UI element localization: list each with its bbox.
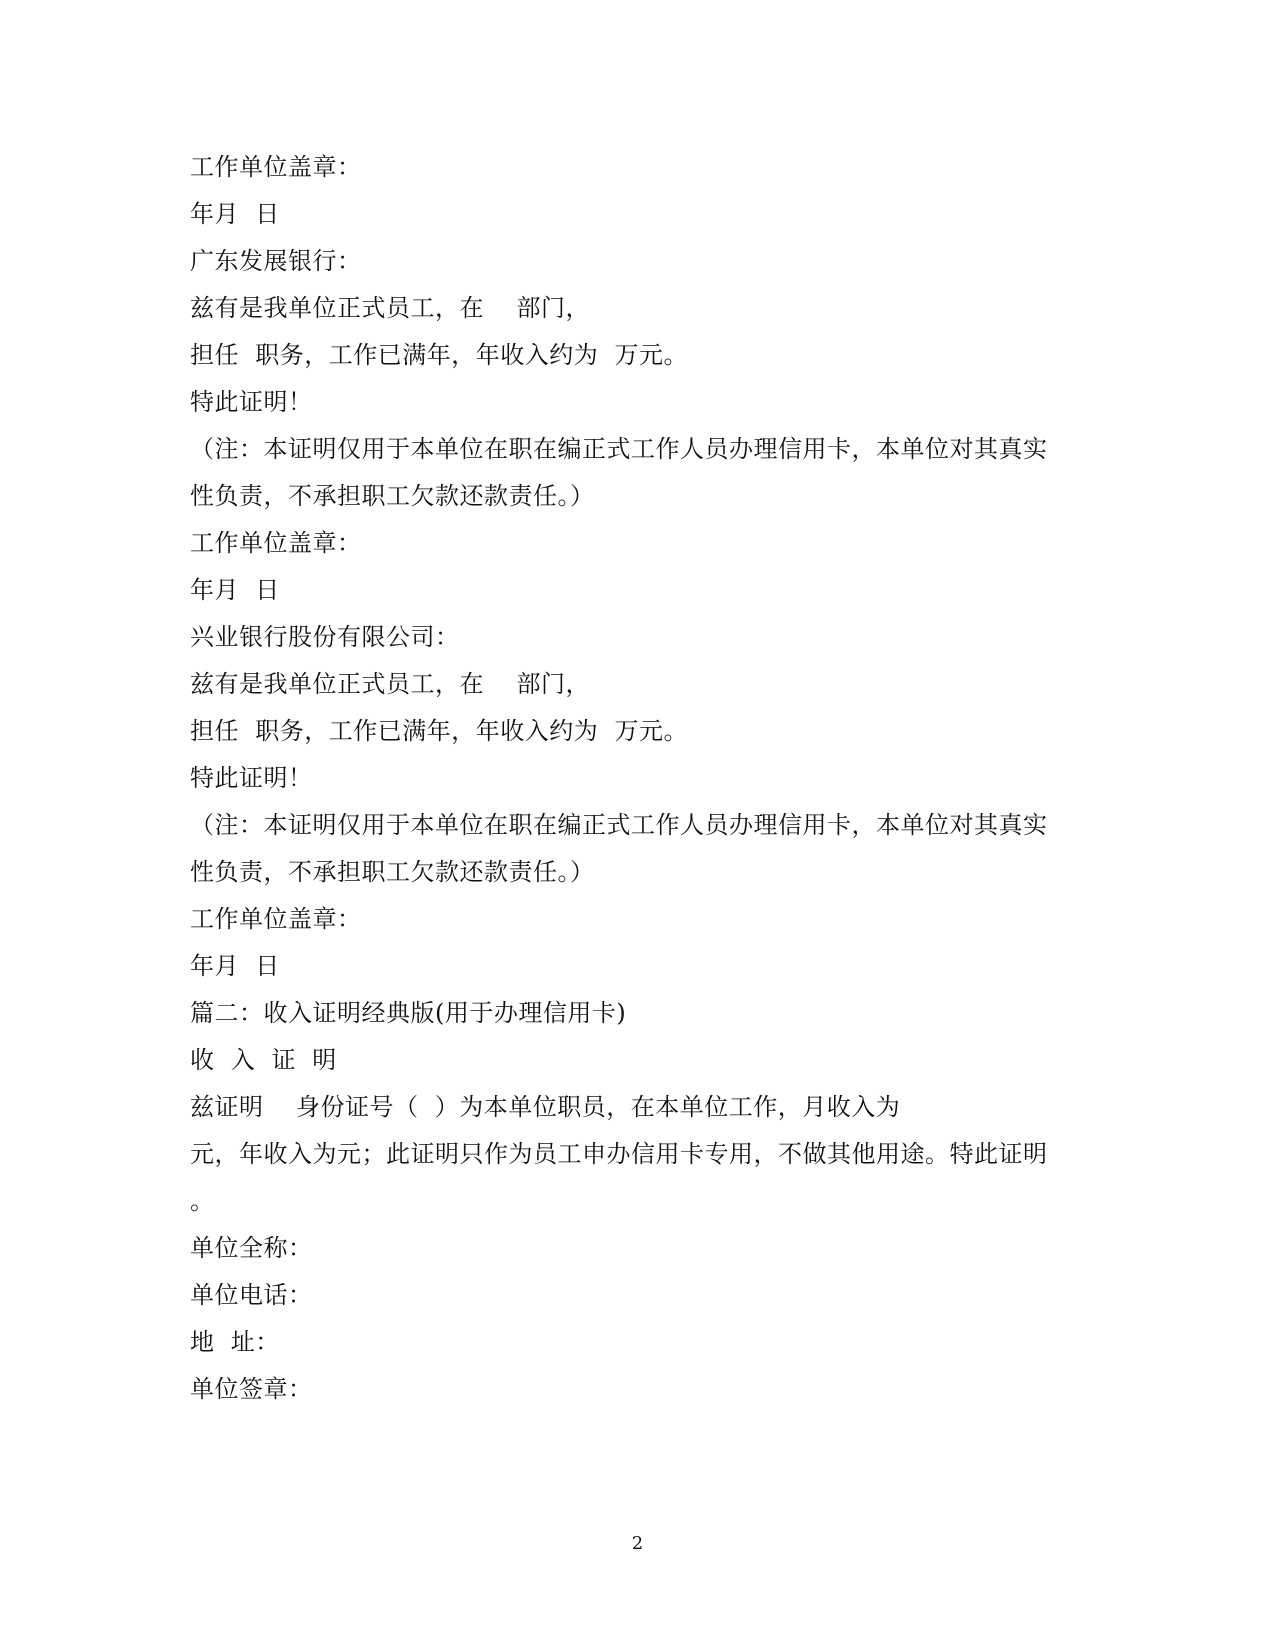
text-line: 特此证明！ (190, 764, 313, 792)
text-line: 工作单位盖章： (190, 529, 362, 557)
text-line: 元，年收入为元；此证明只作为员工申办信用卡专用，不做其他用途。特此证明 (190, 1140, 1048, 1168)
text-line: 兹有是我单位正式员工，在 部门， (190, 670, 591, 698)
page-number: 2 (631, 1533, 644, 1554)
text-line: 担任 职务，工作已满年，年收入约为 万元。 (190, 717, 689, 745)
text-line: 兹有是我单位正式员工，在 部门， (190, 294, 591, 322)
text-line: 兹证明 身份证号（ ）为本单位职员，在本单位工作，月收入为 (190, 1093, 901, 1121)
text-line: （注：本证明仅用于本单位在职在编正式工作人员办理信用卡，本单位对其真实 (190, 435, 1048, 463)
text-line: （注：本证明仅用于本单位在职在编正式工作人员办理信用卡，本单位对其真实 (190, 811, 1048, 839)
text-line: 性负责，不承担职工欠款还款责任。） (190, 858, 595, 886)
document-title: 收 入 证 明 (190, 1046, 337, 1074)
text-line: 年月 日 (190, 952, 280, 980)
text-line: 单位电话： (190, 1281, 313, 1309)
text-line: 兴业银行股份有限公司： (190, 623, 460, 651)
text-line: 年月 日 (190, 576, 280, 604)
text-line: 特此证明！ (190, 388, 313, 416)
text-line: 。 (190, 1187, 215, 1215)
text-line: 性负责，不承担职工欠款还款责任。） (190, 482, 595, 510)
text-line: 广东发展银行： (190, 247, 362, 275)
text-line: 工作单位盖章： (190, 153, 362, 181)
text-line: 地 址： (190, 1328, 280, 1356)
text-line: 单位全称： (190, 1234, 313, 1262)
text-line: 工作单位盖章： (190, 905, 362, 933)
text-line: 年月 日 (190, 200, 280, 228)
section-heading: 篇二：收入证明经典版(用于办理信用卡) (190, 999, 627, 1027)
text-line: 担任 职务，工作已满年，年收入约为 万元。 (190, 341, 689, 369)
text-line: 单位签章： (190, 1375, 313, 1403)
